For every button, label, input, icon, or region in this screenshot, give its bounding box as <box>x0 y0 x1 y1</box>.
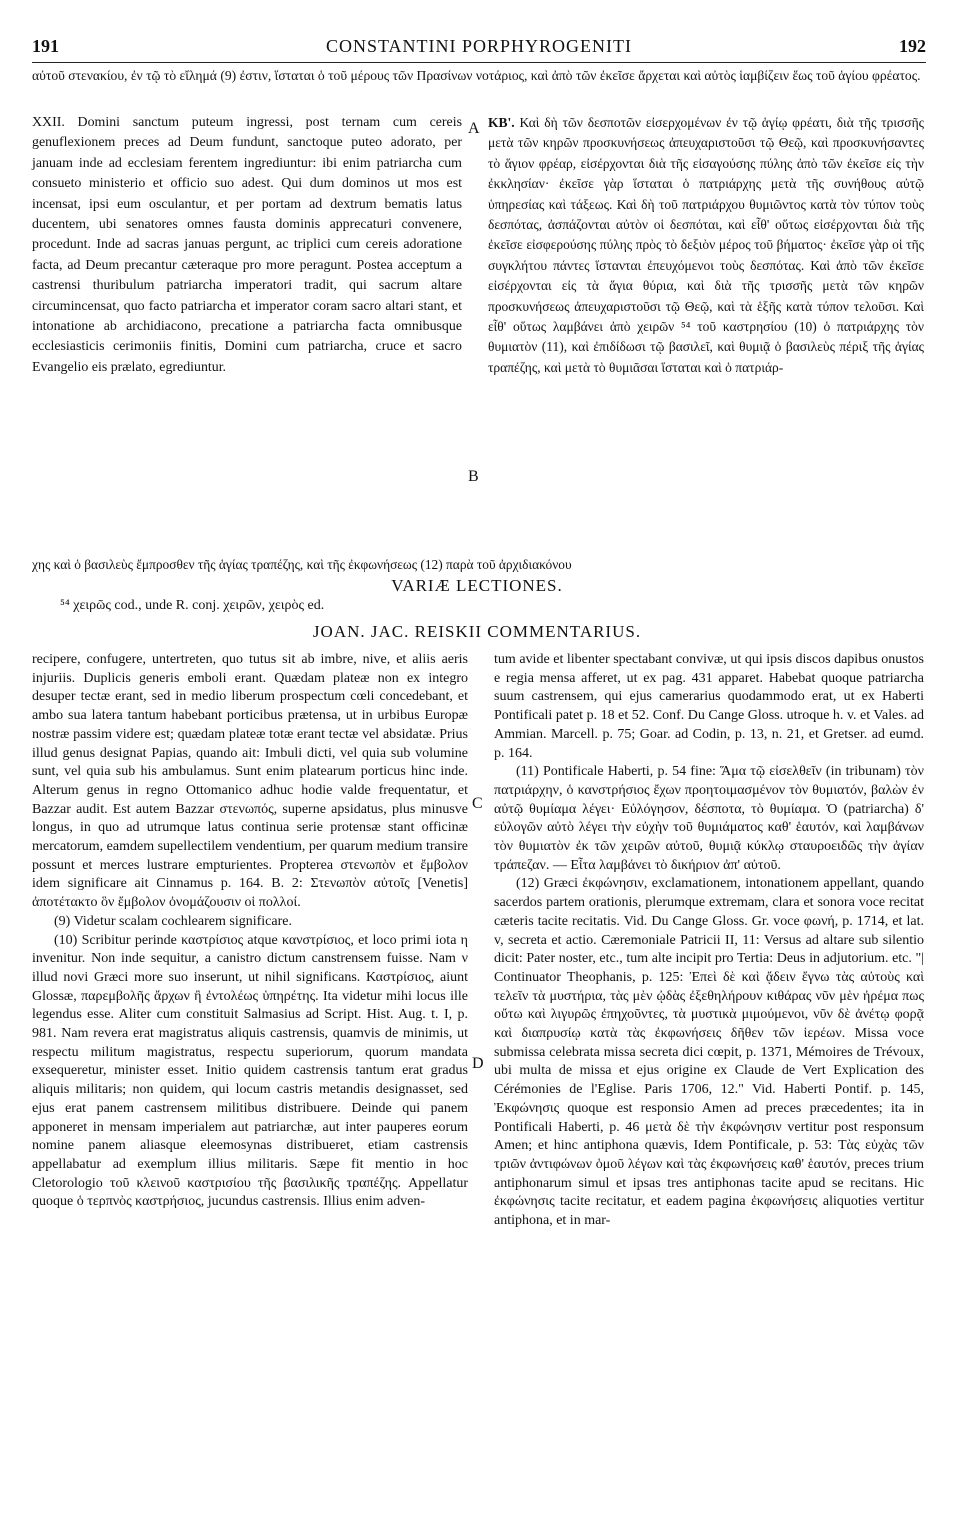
greek-section-text: Καὶ δὴ τῶν δεσποτῶν εἰσερχομένων ἐν τῷ ἁγίῳ φρέατι, διὰ τῆς τρισσῆς μετὰ τῶν κηρῶν προσκυνήσεως ἀπευχαριστοῦσι τῷ Θεῷ, καὶ προσκυνήσαντες τὸ ἅγιον φρέαρ, εἰσέρχονται διὰ τῆς εἰσαγούσης πύλης ἀπὸ τῶν ἐκεῖσε εἰς τὴν ἐκκλησίαν· ἐκεῖσε γὰρ ἵσταται ὁ πατριάρχης μετὰ τῆς συνήθους αὐτῷ ὑπηρεσίας καὶ τάξεως. Καὶ δὴ τοῦ πατριάρχου θυμιῶντος κατὰ τὸν τύπον τοὺς δεσπότας, ἀσπάζονται αὐτὸν οἱ δεσπόται, καὶ εἶθ' οὕτως εἰσέρχονται διὰ τῆς ἐκεῖσε εἰσφερούσης πύλης πρὸς τὸ δεξιὸν μέρος τοῦ βήματος· ἐκεῖσε γὰρ οἱ τῆς συγκλήτου πάντες ἵστανται ἐπευχόμενοι τοὺς δεσπότας. Καὶ ἀπὸ τῶν ἐκεῖσε εἰσέρχονται εἰς τὰ ἅγια θύρια, καὶ διὰ τῆς τρισσῆς μετὰ τῶν κηρῶν προσκυνήσεως ἀπευχαριστοῦσι τῷ Θεῷ, καὶ τὰ ἑξῆς κατὰ τύπον τελοῦσι. Καὶ εἶθ' οὕτως λαμβάνει ἀπὸ χειρῶν ⁵⁴ τοῦ καστρησίου (10) ὁ πατριάρχης τὸν θυμιατὸν (11), καὶ ἐπιδίδωσι τῷ βασιλεῖ, καὶ θυμιᾷ ὁ βασιλεὺς πέριξ τῆς ἁγίας τραπέζης, καὶ μετὰ τὸ θυμιᾶσαι ἵσταται καὶ ὁ πατριάρ- <box>488 115 924 375</box>
greek-text-top <box>488 113 924 378</box>
commentary-left <box>32 651 468 1212</box>
variae-note: ⁵⁴ χειρῶς cod., unde R. conj. χειρῶν, χειρὸς ed. <box>60 598 325 613</box>
variae-heading: VARIÆ LECTIONES. <box>391 576 563 595</box>
margin-letter-b: B <box>468 468 479 485</box>
margin-letter-d: D <box>472 1055 484 1072</box>
header-rule <box>32 62 926 63</box>
commentary-paragraph: (10) Scribitur perinde καστρίσιος atque κανστρίσιος, et loco primi iota η invenitur. Non inde sequitur, a canistro dictum canstrensem fuisse. Nam ν illud novi Græci more suo inserunt, ut nihil significans. Καστρίσιος, aiunt Glossæ, παρεμβολῆς ἄρχων ἢ ἐντολέως ὑπηρέτης. Ita videtur mihi locus ille legendus esse. Aliter cum constituit Salmasius ad Script. Hist. Aug. t. I, p. 981. Nam revera erat magistratus aliquis castrensis, quamvis de minimis, ut respectu militum magistratus, respectu superiorum, quorum mandata exsequeretur, minister esset. Initio quidem castrensis tantum erat gradus aliquis militaris; non quidem, qui locum castris metandis designasset, sed ejus erat panem castrensem militibus distribuere. Deinde qui panem apponeret in mensam imperialem aut patriarchæ, aut inter pauperes eorum nomine panem aliasque eleemosynas distribueret, etiam castrensis appellabatur ad exemplum illius militaris. Sæpe fit mentio in hoc Cletorologio τοῦ κλεινοῦ καστρισίου τῆς βασιλικῆς τραπέζης. Appellatur quoque ὁ τερπνὸς καστρήσιος, jucundus castrensis. Illius enim adven- <box>32 932 468 1210</box>
commentary-right <box>494 651 924 1231</box>
margin-letter-a: A <box>468 120 480 137</box>
greek-section-number: ΚΒ'. <box>488 115 515 130</box>
commentary-heading: JOAN. JAC. REISKII COMMENTARIUS. <box>312 622 642 641</box>
margin-letter-c: C <box>472 795 483 812</box>
greek-continuation: χης καὶ ὁ βασιλεὺς ἔμπροσθεν τῆς ἁγίας τραπέζης, καὶ τῆς ἐκφωνήσεως (12) παρὰ τοῦ ἀρχιδιακόνου <box>32 557 572 572</box>
page-number-right: 192 <box>899 36 926 56</box>
running-header <box>32 36 926 62</box>
commentary-paragraph: (9) Videtur scalam cochlearem significare. <box>54 913 292 929</box>
commentary-paragraph: recipere, confugere, untertreten, quo tutus sit ab imbre, nive, et aliis aeris injuriis. Duplicis generis emboli erant. Quædam plateæ non ex integro desuper tectæ erant, sed in medio liberum prospectum cœli concedebant, et ambo sua latera tantum habebant porticibus prætensa, ut in urbibus Europæ nostræ passim videre est; quædam plateæ totæ erant tectæ vel absidatæ. Prius illud genus designat Papias, quando ait: Imbuli dicti, vel quia sub volumine sunt, vel quia sub his ambulamus. Sunt enim platearum porticus hinc inde. Alterum genus in regno Ottomanico adhuc hodie valde frequentatur, et Bazzar audit. Est autem Bazzar στενωπός, superne apsidatus, plus minusve longus, in quo ad utrumque latus continua serie protensæ stant officinæ mercatorum, eamdem supellectilem vendentium, per quarum medium transire possunt et merces lustrare empturientes. Propterea στενωπὸν et ἔμβολον idem significare ait Cinnamus p. 164. B. 2: Στενωπὸν αὐτοῖς [Venetis] ἀποτέτακτο ὃν ἔμβολον ὀνομάζουσιν οἱ πολλοί. <box>32 652 468 911</box>
commentary-paragraph: (12) Græci ἐκφώνησιν, exclamationem, intonationem appellant, quando sacerdos partem orationis, plerumque extremam, clara et sonora voce recitat cæteris tacite recitatis. Vid. Du Cange Gloss. Gr. voce φωνή, p. 1714, et lat. v, secreta et actio. Cæremoniale Patricii II, 11: Versus ad altare sub silentio dicit: Pater noster, etc., tum alte incipit pro Tertia: Deus in adjutorium. etc. "| Continuator Theophanis, p. 125: Ἐπεὶ δὲ καὶ ᾄδειν ἔγνω τὰς αὐτοὺς καὶ τελεῖν τὰ μυστήρια, τὰς μὲν ᾠδὰς ἐξεθηλήρουν κιθάρας νῦν μὲν ἠρέμα πως οὔτω καὶ λιγυρῶς ἐπηχοῦντες, τὰ μυστικὰ μιμούμενοι, νῦν δὲ ἀνέτῳ φορᾷ καὶ διαπρυσίῳ κατὰ τὰς ἐκφωνήσεις δῆθεν τῶν ἱερέων. Missa voce submissa celebrata missa secreta dici cœpit, p. 1371, Mémoires de Trévoux, ubi multa de missa et ejus origine ex Claude de Vert Explication des Cérémonies de l'Eglise. Paris 1706, 12." Vid. Haberti Pontif. p. 145, Ἐκφώνησις quoque est responsio Amen ad preces præcedentes; ita in Pontificali Haberti, p. 46 μετὰ δὲ τὴν ἐκφώνησιν vertitur post responsum Amen; et hinc antiphona quævis, Idem Pontificale, p. 53: Τὰς εὐχὰς τῶν τριῶν ἀντιφώνων ὁμοῦ λέγων καὶ τὰς ἐκφωνήσεις καθ' ἑαυτόν, preces trium antiphonarum simul et ipsas tres antiphonas tacite apud se recitans. Hic ἐκφώνησις tacite recitatur, et eadem pagina ἐκφωνήσεις aliquoties vertitur antiphona, et in mar- <box>494 876 924 1229</box>
commentary-paragraph: tum avide et libenter spectabant convivæ, ut qui ipsis discos dapibus onustos e regia mensa afferet, ut ex pag. 431 apparet. Habebat quoque patriarcha suum castrensem, qui ejus camerarius quodammodo erat, ut ex Haberti Pontificali patet p. 18 et 52. Conf. Du Cange Gloss. utroque h. v. et Vales. ad Ammian. Marcell. p. 75; Goar. ad Codin, p. 13, n. 21, et Gretser. ad eumd. p. 164. <box>494 652 924 761</box>
commentary-paragraph: (11) Pontificale Haberti, p. 54 fine: Ἅμα τῷ εἰσελθεῖν (in tribunam) τὸν πατριάρχην, ὁ κανστρήσιος ἔχων προητοιμασμένον τὸν θυμιατόν, βαλὼν ἐν αὐτῷ θυμίαμα λέγει· Εὐλόγησον, δέσποτα, τὸ θυμίαμα. Ὁ (patriarcha) δ' εὐλογῶν αὐτὸ λέγει τὴν εὐχὴν τοῦ θυμιάματος καθ' ἑαυτόν, καὶ λαμβάνων τὸν θυμιατὸν ἐκ τῶν χειρῶν αὐτοῦ, θυμιᾷ κύκλῳ σταυροειδῶς τὴν ἁγίαν τράπεζαν. — Εἶτα λαμβάνει τὸ δικήριον ἀπ' αὐτοῦ. <box>494 764 924 873</box>
page-number-left: 191 <box>32 36 59 56</box>
latin-text-top: XXII. Domini sanctum puteum ingressi, post ternam cum cereis genuflexionem preces ad Deum fundunt, sanctoque puteo adorato, per januam inde ad ecclesiam ferentem ingrediuntur: ibi enim patriarcha cum consueto ministerio et officio suo adest. Qui dum dominos ut mos est incensat, ipsi eum osculantur, et per portam ad dextrum bematis latus ducentem, ubi senatores omnes fausta dominis apprecaturi convenere, procedunt. Inde ad sacras januas pergunt, ac triplici cum cereis adoratione facta, ad Deum precantur cæteraque pro more peragunt. Postea acceptum a castrensi thuribulum patriarcha imperatori tradit, qui sacrum altare circumincensat, quo facto patriarcha et imperator coram sacro altari stant, et intonatione ab archidiacono, precatione a patriarcha facta omnibusque ecclesiasticis cerimoniis finitis, Domini cum patriarcha, cruce et sacro Evangelio eis prælato, egrediuntur. <box>32 115 462 375</box>
running-title: CONSTANTINI PORPHYROGENITI <box>325 36 633 56</box>
intro-greek: αὐτοῦ στενακίου, ἐν τῷ τὸ εἴλημά (9) ἐστιν, ἵσταται ὁ τοῦ μέρους τῶν Πρασίνων νοτάριος, καὶ ἀπὸ τῶν ἐκεῖσε ἄρχεται καὶ αὐτὸς ἱαμβίζειν ἕως τοῦ ἁγίου φρέατος. <box>32 68 921 83</box>
